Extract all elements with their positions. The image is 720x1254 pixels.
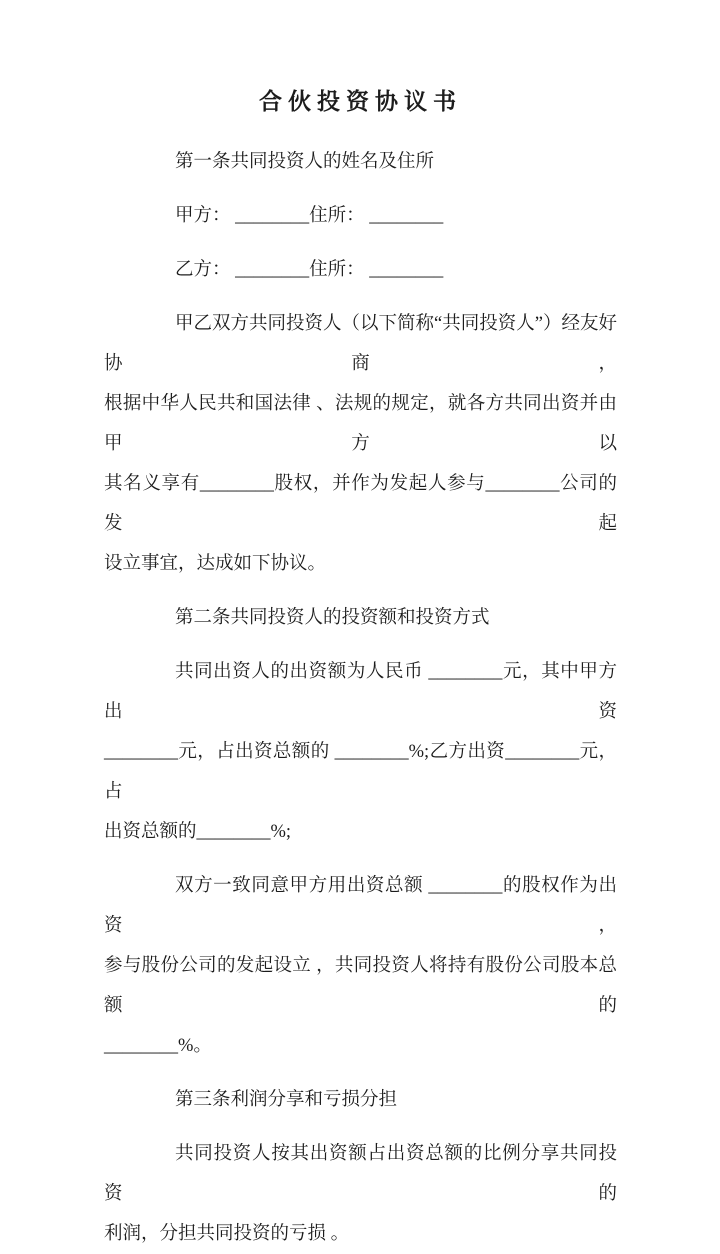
document-title: 合伙投资协议书 [259,89,462,114]
contribution-line-2: ________元，占出资总额的 ________%;乙方出资________元，占 [104,742,617,802]
equity-line-3: ________%。 [104,1036,212,1056]
party-b-line: 乙方： ________住所： ________ [175,260,444,280]
preamble-line-4: 设立事宜，达成如下协议。 [104,554,327,574]
party-b-block [104,250,617,290]
preamble-line-3: 其名义享有________股权，并作为发起人参与________公司的发起 [104,474,617,534]
section-1-heading-block [104,142,617,182]
party-a-line: 甲方： ________住所： ________ [175,206,444,226]
equity-line-2: 参与股份公司的发起设立 ，共同投资人将持有股份公司股本总额的 [104,956,617,1016]
preamble-line-1: 甲乙双方共同投资人（以下简称“共同投资人”）经友好协商， [104,314,617,374]
section-1-heading: 第一条共同投资人的姓名及住所 [175,152,435,172]
section-2-heading-block [104,598,617,638]
preamble-line-2: 根据中华人民共和国法律 、法规的规定，就各方共同出资并由甲方以 [104,394,617,454]
party-a-block [104,196,617,236]
profit-line-2: 利润，分担共同投资的亏损 。 [104,1224,350,1244]
contribution-paragraph [104,652,617,852]
profit-line-1: 共同投资人按其出资额占出资总额的比例分享共同投资的 [104,1144,617,1204]
preamble-paragraph [104,304,617,584]
profit-sharing-paragraph [104,1134,617,1254]
section-3-heading-block [104,1080,617,1120]
contribution-line-3: 出资总额的________%; [104,822,292,842]
section-2-heading: 第二条共同投资人的投资额和投资方式 [175,608,490,628]
contribution-line-1: 共同出资人的出资额为人民币 ________元，其中甲方出资 [104,662,617,722]
equity-paragraph [104,866,617,1066]
section-3-heading: 第三条利润分享和亏损分担 [175,1090,398,1110]
equity-line-1: 双方一致同意甲方用出资总额 ________的股权作为出资， [104,876,617,936]
title-block [104,82,617,122]
